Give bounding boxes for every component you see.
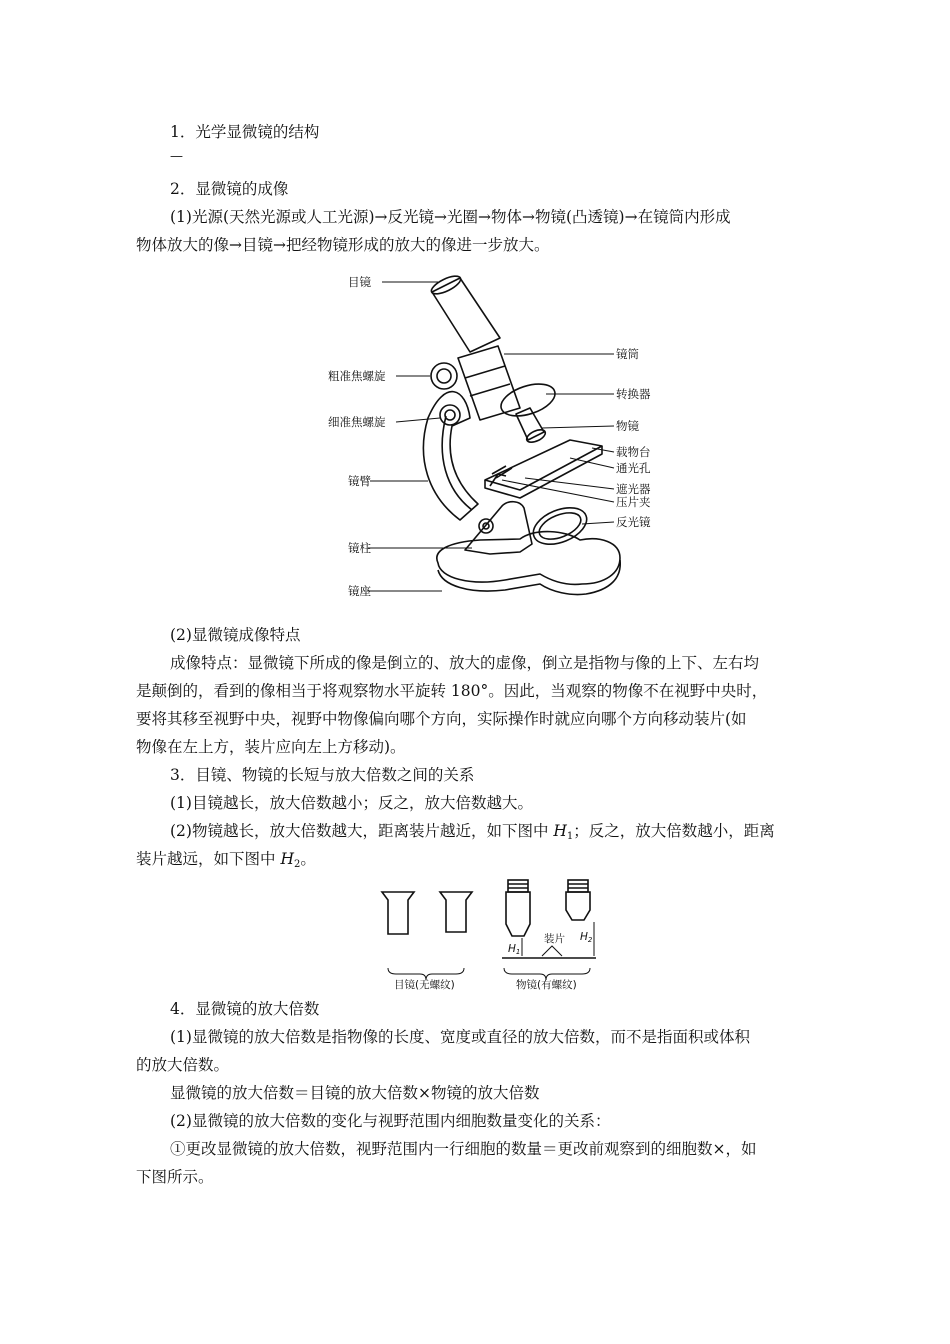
section-2-title: 2．显微镜的成像 xyxy=(170,180,289,198)
slide-label: 装片 xyxy=(544,933,565,945)
microscope-diagram xyxy=(320,268,670,616)
eyepiece-shape xyxy=(432,278,500,352)
coarse-knob xyxy=(431,363,457,389)
magnification-def-line-2: 的放大倍数。 xyxy=(136,1056,230,1074)
label-objective: 物镜 xyxy=(616,419,639,433)
magnification-change-line-1: ①更改显微镜的放大倍数，视野范围内一行细胞的数量＝更改前观察到的细胞数×，如 xyxy=(170,1140,757,1158)
objective-shape xyxy=(516,408,544,440)
objective-relation-line-1: (2)物镜越长，放大倍数越大，距离装片越近，如下图中 $H_1$；反之，放大倍数越小，距离 xyxy=(170,822,775,842)
objective-caption: 物镜(有螺纹) xyxy=(516,979,577,991)
eyepiece-caption: 目镜(无螺纹) xyxy=(394,979,455,991)
objective-relation-line-2: 装片越远，如下图中 $H_2$。 xyxy=(136,850,316,870)
imaging-features-line-3: 要将其移至视野中央，视野中物像偏向哪个方向，实际操作时就应向哪个方向移动装片(如 xyxy=(136,710,747,728)
label-stage: 载物台 xyxy=(616,445,651,459)
label-pillar: 镜柱 xyxy=(348,541,371,555)
label-tube: 镜筒 xyxy=(616,347,639,361)
short-objective xyxy=(566,880,590,920)
magnification-def-line-1: (1)显微镜的放大倍数是指物像的长度、宽度或直径的放大倍数，而不是指面积或体积 xyxy=(170,1028,750,1046)
label-eyepiece: 目镜 xyxy=(348,275,371,289)
section-4-title: 4．显微镜的放大倍数 xyxy=(170,1000,320,1018)
arm-shape xyxy=(423,392,478,520)
h2-label: H2 xyxy=(580,931,593,944)
base-shape xyxy=(437,532,620,585)
label-light-hole: 通光孔 xyxy=(616,461,651,475)
h1-label: H1 xyxy=(508,943,521,956)
long-eyepiece xyxy=(382,892,414,934)
magnification-formula: 显微镜的放大倍数＝目镜的放大倍数×物镜的放大倍数 xyxy=(170,1084,540,1102)
label-fine-adjustment: 细准焦螺旋 xyxy=(328,415,386,429)
label-mirror: 反光镜 xyxy=(616,515,651,529)
section-3-title: 3．目镜、物镜的长短与放大倍数之间的关系 xyxy=(170,766,475,784)
short-eyepiece xyxy=(440,892,472,932)
magnification-change-line-2: 下图所示。 xyxy=(136,1168,214,1186)
long-objective xyxy=(506,880,530,936)
imaging-path-line-1: (1)光源(天然光源或人工光源)→反光镜→光圈→物体→物镜(凸透镜)→在镜筒内形成 xyxy=(170,208,731,226)
label-base: 镜座 xyxy=(348,584,371,598)
magnification-relation-title: (2)显微镜的放大倍数的变化与视野范围内细胞数量变化的关系： xyxy=(170,1112,611,1130)
label-coarse-adjustment: 粗准焦螺旋 xyxy=(328,369,386,383)
imaging-features-line-4: 物像在左上方，装片应向左上方移动)。 xyxy=(136,738,406,756)
label-converter: 转换器 xyxy=(616,387,651,401)
lens-figure xyxy=(376,876,606,994)
label-arm: 镜臂 xyxy=(348,474,371,488)
label-clip: 压片夹 xyxy=(616,495,651,509)
pillar-shape xyxy=(465,502,532,554)
label-diaphragm: 遮光器 xyxy=(616,482,651,496)
imaging-features-line-1: 成像特点：显微镜下所成的像是倒立的、放大的虚像，倒立是指物与像的上下、左右均 xyxy=(170,654,760,672)
imaging-features-line-2: 是颠倒的，看到的像相当于将观察物水平旋转 180°。因此，当观察的物像不在视野中央时， xyxy=(136,682,768,700)
placeholder-dash: — xyxy=(170,149,183,164)
imaging-features-title: (2)显微镜成像特点 xyxy=(170,626,301,644)
eyepiece-relation: (1)目镜越长，放大倍数越小；反之，放大倍数越大。 xyxy=(170,794,533,812)
stage-shape xyxy=(485,440,602,490)
mirror-shape xyxy=(528,501,592,552)
imaging-path-line-2: 物体放大的像→目镜→把经物镜形成的放大的像进一步放大。 xyxy=(136,236,550,254)
fine-knob xyxy=(440,405,460,425)
section-1-title: 1．光学显微镜的结构 xyxy=(170,123,320,141)
